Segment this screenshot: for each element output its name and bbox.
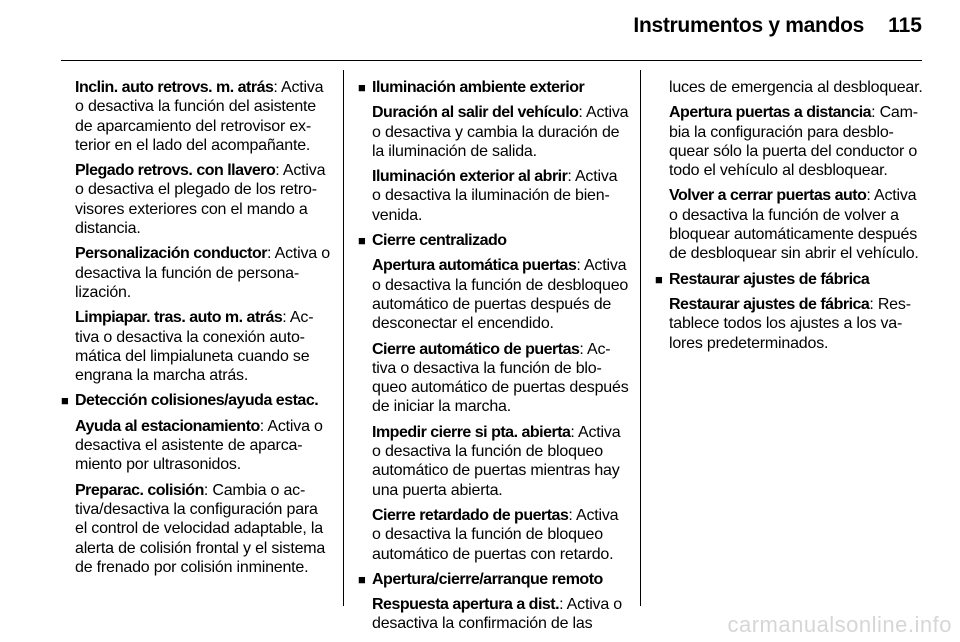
setting-name: Plegado retrovs. con llavero bbox=[75, 162, 276, 180]
setting-description: : Activa o desactiva la función de desbloqueo automático de puertas después de desconectar el encendido. bbox=[372, 257, 629, 333]
setting-entry bbox=[372, 506, 629, 564]
header-divider bbox=[61, 60, 922, 61]
setting-entry bbox=[372, 340, 629, 417]
section-heading bbox=[61, 391, 332, 410]
section-heading-text: Detección colisiones/ayuda estac. bbox=[75, 392, 319, 410]
setting-name: Duración al salir del vehículo bbox=[372, 104, 579, 122]
setting-entry bbox=[372, 423, 629, 500]
section-heading-text: Restaurar ajustes de fábrica bbox=[669, 270, 870, 288]
setting-description: : Activa o desactiva la función de bloqueo automático de puertas mientras hay una puerta abierta. bbox=[372, 423, 621, 499]
setting-name: Impedir cierre si pta. abierta bbox=[372, 423, 571, 441]
setting-description: : Activa o desactiva la iluminación de bienvenida. bbox=[372, 168, 618, 224]
setting-entry bbox=[372, 103, 629, 161]
watermark: carmanualsonline.info bbox=[727, 612, 952, 637]
setting-description: : Cambia o activa/desactiva la configuración para el control de velocidad adaptable, la alerta de colisión frontal y el sistema de frenado por colisión inminente. bbox=[75, 481, 326, 576]
section-heading-text: Apertura/cierre/arranque remoto bbox=[372, 570, 603, 588]
bullet-square-icon: ■ bbox=[358, 233, 366, 249]
setting-description: : Activa o desactiva el plegado de los retrovisores exteriores con el mando a distancia. bbox=[75, 162, 326, 238]
setting-description: : Activa o desactiva la confirmación de las bbox=[372, 596, 623, 633]
setting-name: Limpiapar. tras. auto m. atrás bbox=[75, 309, 283, 327]
setting-entry bbox=[669, 295, 926, 353]
setting-entry bbox=[75, 244, 332, 302]
setting-entry bbox=[372, 595, 629, 634]
setting-entry bbox=[75, 308, 332, 385]
setting-entry bbox=[75, 161, 332, 238]
setting-entry bbox=[669, 103, 926, 180]
setting-name: Preparac. colisión bbox=[75, 481, 204, 499]
setting-name: Cierre retardado de puertas bbox=[372, 506, 569, 524]
setting-description: : Activa o desactiva la función de personalización. bbox=[75, 245, 330, 301]
setting-name: Respuesta apertura a dist. bbox=[372, 596, 560, 614]
setting-description: : Activa o desactiva la función de volver a bloquear automáticamente después de desbloquear sin abrir el vehículo. bbox=[669, 187, 919, 263]
section-heading-text: Iluminación ambiente exterior bbox=[372, 79, 585, 96]
setting-name: Personalización conductor bbox=[75, 245, 267, 263]
setting-entry bbox=[669, 186, 926, 263]
section-heading bbox=[358, 570, 629, 589]
section-heading bbox=[655, 270, 926, 289]
setting-entry bbox=[75, 481, 332, 577]
setting-description: : Activa o desactiva la conexión automática del limpialuneta cuando se engrana la marcha atrás. bbox=[75, 309, 314, 385]
page-title: Instrumentos y mandos bbox=[633, 14, 864, 37]
setting-name: Volver a cerrar puertas auto bbox=[669, 187, 867, 205]
bullet-square-icon: ■ bbox=[358, 571, 366, 587]
setting-description: : Restablece todos los ajustes a los valores predeterminados. bbox=[669, 295, 912, 352]
section-heading bbox=[358, 78, 629, 97]
setting-entry bbox=[75, 78, 332, 155]
setting-name: Apertura automática puertas bbox=[372, 257, 577, 275]
setting-entry bbox=[372, 167, 629, 225]
setting-name: Iluminación exterior al abrir bbox=[372, 168, 568, 186]
setting-entry bbox=[75, 417, 332, 475]
setting-name: Restaurar ajustes de fábrica bbox=[669, 295, 870, 313]
setting-name: Apertura puertas a distancia bbox=[669, 104, 872, 122]
text-column-2 bbox=[358, 78, 629, 640]
setting-description: : Activa o desactiva la función del asistente de aparcamiento del retrovisor exterior en el lado del acompañante. bbox=[75, 79, 324, 154]
column-divider-1 bbox=[343, 70, 344, 606]
setting-name: Ayuda al estacionamiento bbox=[75, 417, 260, 435]
setting-description: : Activa o desactiva la función de bloqueo automático de puertas con retardo. bbox=[372, 506, 619, 563]
setting-name: Cierre automático de puertas bbox=[372, 340, 580, 358]
section-heading-text: Cierre centralizado bbox=[372, 232, 507, 250]
setting-description: : Cambia la configuración para desbloquear sólo la puerta del conductor o todo el vehículo al desbloquear. bbox=[669, 104, 919, 180]
bullet-square-icon: ■ bbox=[358, 80, 366, 95]
setting-description: : Activa o desactiva la función de bloqueo automático de puertas después de iniciar la marcha. bbox=[372, 340, 629, 416]
setting-entry bbox=[372, 256, 629, 333]
continued-text: luces de emergencia al desbloquear. bbox=[669, 79, 923, 96]
column-divider-2 bbox=[640, 70, 641, 606]
text-column-3 bbox=[655, 78, 926, 359]
bullet-square-icon: ■ bbox=[61, 393, 69, 409]
setting-name: Inclin. auto retrovs. m. atrás bbox=[75, 79, 274, 96]
bullet-square-icon: ■ bbox=[655, 271, 663, 287]
setting-description: : Activa o desactiva el asistente de aparcamiento por ultrasonidos. bbox=[75, 417, 323, 474]
page-number: 115 bbox=[888, 14, 922, 37]
section-heading bbox=[358, 231, 629, 250]
page-header bbox=[0, 0, 960, 62]
text-column-1 bbox=[61, 78, 332, 583]
setting-description: : Activa o desactiva y cambia la duración de la iluminación de salida. bbox=[372, 104, 629, 160]
